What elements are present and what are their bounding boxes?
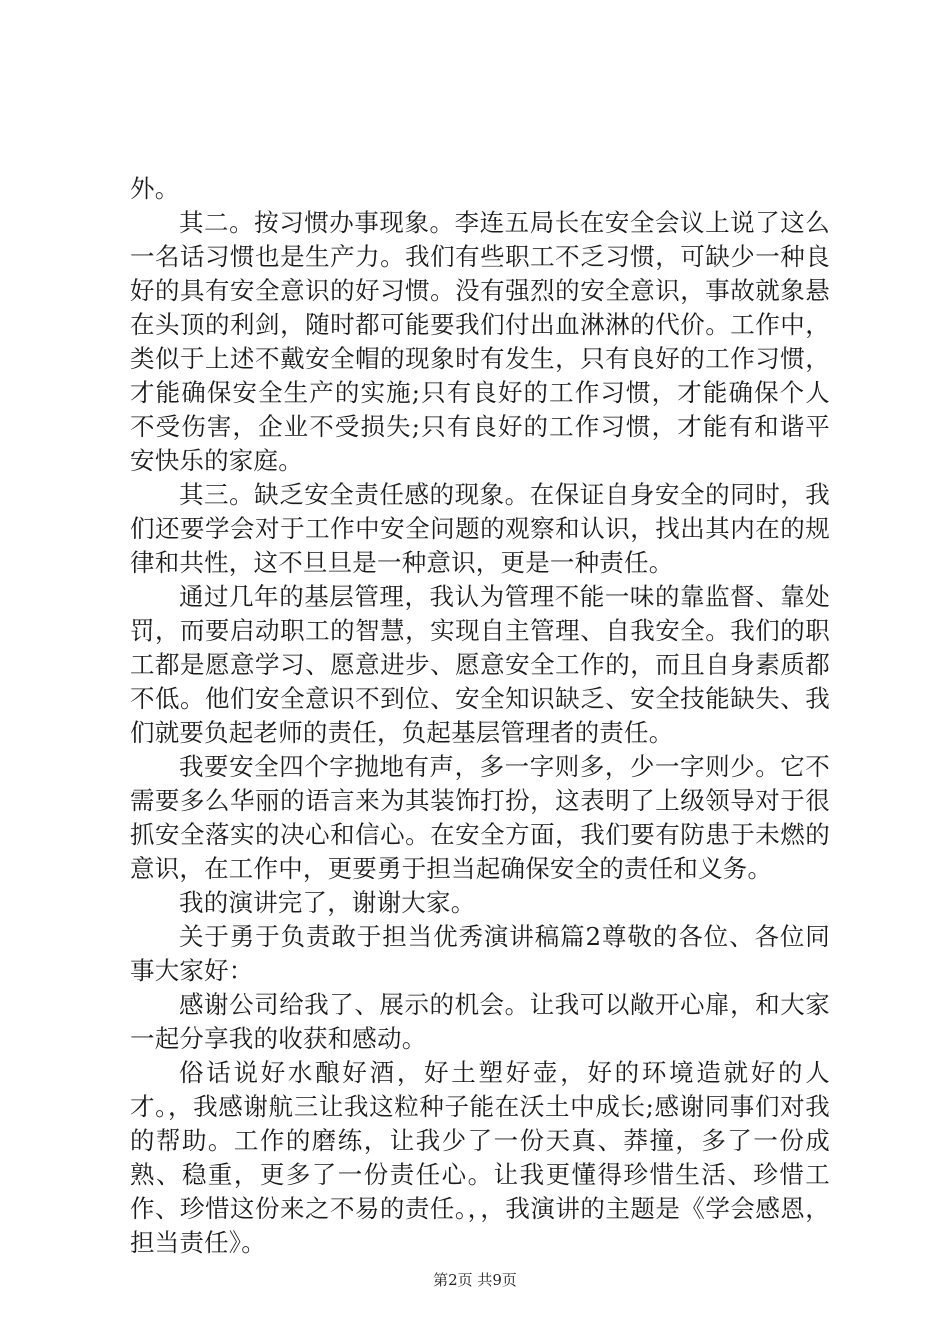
paragraph-habit: 其二。按习惯办事现象。李连五局长在安全会议上说了这么一名话习惯也是生产力。我们有些职工不乏习惯，可缺少一种良好的具有安全意识的好习惯。没有强烈的安全意识，事故就象悬在头顶的利剑，随时都可能要我们付出血淋淋的代价。工作中，类似于上述不戴安全帽的现象时有发生，只有良好的工作习惯，才能确保安全生产的实施;只有良好的工作习惯，才能确保个人不受伤害，企业不受损失;只有良好的工作习惯，才能有和谐平安快乐的家庭。 [130,208,830,475]
page-footer [0,1270,950,1290]
paragraph-management: 通过几年的基层管理，我认为管理不能一味的靠监督、靠处罚，而要启动职工的智慧，实现自主管理、自我安全。我们的职工都是愿意学习、愿意进步、愿意安全工作的，而且自身素质都不低。他们安全意识不到位、安全知识缺乏、安全技能缺失、我们就要负起老师的责任，负起基层管理者的责任。 [130,582,830,747]
paragraph-responsibility: 其三。缺乏安全责任感的现象。在保证自身安全的同时，我们还要学会对于工作中安全问题的观察和认识，找出其内在的规律和共性，这不旦旦是一种意识，更是一种责任。 [130,480,830,577]
paragraph-continuation: 外。 [130,174,180,203]
page-number-label: 第2页 共9页 [433,1271,517,1289]
paragraph-proverb: 俗话说好水酿好酒，好土塑好壶，好的环境造就好的人才。，我感谢航三让我这粒种子能在沃土中成长;感谢同事们对我的帮助。工作的磨练，让我少了一份天真、莽撞，多了一份成熟、稳重，更多了一份责任心。让我更懂得珍惜生活、珍惜工作、珍惜这份来之不易的责任。，，我演讲的主题是《学会感恩，担当责任》。 [130,1058,830,1257]
paragraph-closing: 我的演讲完了，谢谢大家。 [179,888,476,917]
document-body [130,172,830,1260]
paragraph-thanks: 感谢公司给我了、展示的机会。让我可以敞开心扉，和大家一起分享我的收获和感动。 [130,990,830,1053]
paragraph-safety: 我要安全四个字抛地有声，多一字则多，少一字则少。它不需要多么华丽的语言来为其装饰打扮，这表明了上级领导对于很抓安全落实的决心和信心。在安全方面，我们要有防患于未燃的意识，在工作中，更要勇于担当起确保安全的责任和义务。 [130,752,830,883]
paragraph-speech-2-title: 关于勇于负责敢于担当优秀演讲稿篇2尊敬的各位、各位同事大家好： [130,922,830,985]
